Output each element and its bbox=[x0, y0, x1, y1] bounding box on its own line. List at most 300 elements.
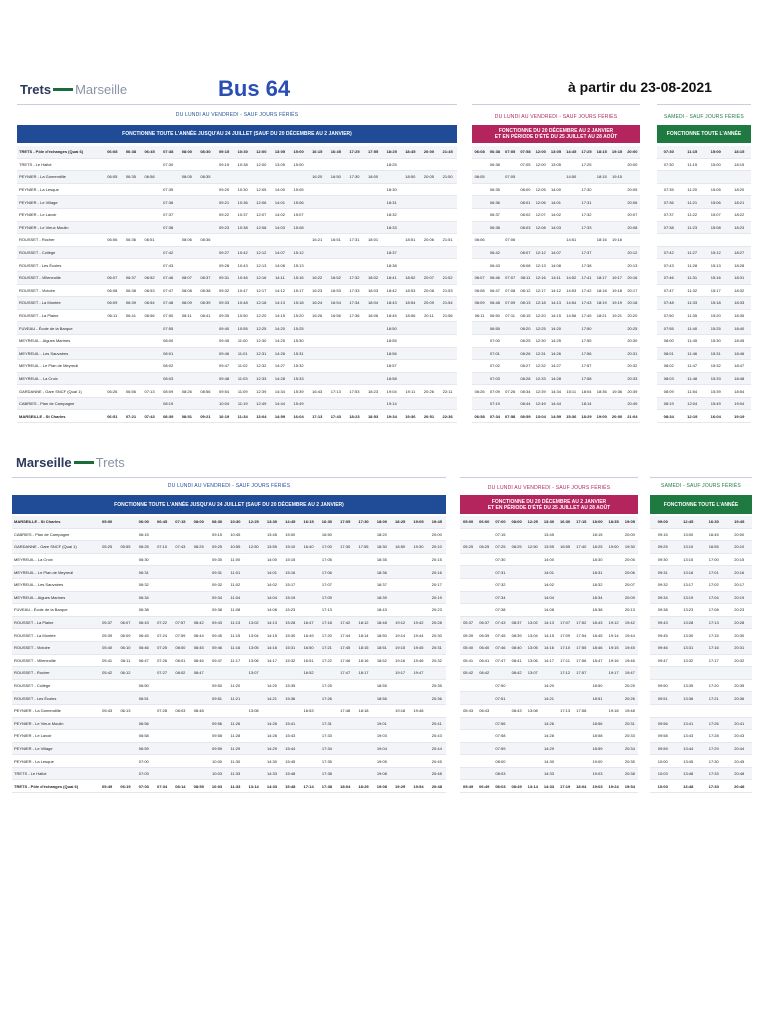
departure-time: 12:30 bbox=[252, 334, 271, 347]
departure-time: 10:47 bbox=[233, 284, 252, 297]
departure-time: 18:56 bbox=[589, 717, 605, 730]
departure-time bbox=[178, 158, 197, 171]
departure-time: 09:23 bbox=[215, 221, 234, 234]
departure-time bbox=[327, 259, 346, 272]
departure-time bbox=[476, 578, 492, 591]
departure-time: 18:40 bbox=[728, 322, 752, 335]
departure-time: 16:30 bbox=[557, 516, 573, 528]
departure-time bbox=[196, 360, 215, 373]
departure-time: 17:30 bbox=[579, 183, 594, 196]
departure-time: 06:08 bbox=[103, 284, 122, 297]
departure-time: 20:00 bbox=[727, 528, 753, 541]
departure-time: 17:17 bbox=[701, 654, 727, 667]
departure-time bbox=[103, 334, 122, 347]
timetable-row bbox=[17, 196, 457, 209]
departure-time bbox=[594, 334, 609, 347]
service-bar-text: ET EN PÉRIODE D'ÉTÉ DU 25 JUILLET AU 28 AOÛT bbox=[494, 134, 618, 140]
departure-time: 14:08 bbox=[541, 604, 557, 617]
timetable-row bbox=[17, 246, 457, 259]
departure-time bbox=[354, 566, 372, 579]
departure-time: 20:41 bbox=[727, 717, 753, 730]
timetable-row bbox=[12, 616, 446, 629]
departure-time: 14:29 bbox=[541, 742, 557, 755]
departure-time bbox=[196, 208, 215, 221]
departure-time bbox=[103, 360, 122, 373]
departure-time: 14:54 bbox=[564, 297, 579, 310]
departure-time bbox=[336, 755, 354, 768]
departure-time bbox=[103, 397, 122, 410]
departure-time bbox=[196, 158, 215, 171]
departure-time bbox=[579, 171, 594, 184]
departure-time bbox=[401, 246, 420, 259]
timetable-row bbox=[472, 196, 640, 209]
departure-time: 15:08 bbox=[704, 221, 728, 234]
departure-time: 14:28 bbox=[541, 730, 557, 743]
departure-time bbox=[460, 578, 476, 591]
departure-time bbox=[196, 259, 215, 272]
departure-time: 17:09 bbox=[557, 629, 573, 642]
departure-time: 08:15 bbox=[518, 309, 533, 322]
departure-time: 19:15 bbox=[391, 641, 409, 654]
departure-time bbox=[354, 767, 372, 780]
departure-time bbox=[171, 717, 189, 730]
departure-time bbox=[438, 397, 457, 410]
departure-time: 10:46 bbox=[233, 271, 252, 284]
departure-time: 09:21 bbox=[215, 196, 234, 209]
stop-name: PEYNIER - Le Lavoir bbox=[17, 208, 103, 221]
departure-time bbox=[327, 360, 346, 373]
departure-time: 06:42 bbox=[476, 667, 492, 680]
timetable-row bbox=[17, 372, 457, 385]
departure-time: 14:28 bbox=[263, 730, 281, 743]
departure-time bbox=[271, 234, 290, 247]
departure-time: 14:44 bbox=[548, 397, 563, 410]
departure-time: 08:34 bbox=[518, 385, 533, 398]
departure-time: 08:00 bbox=[657, 334, 681, 347]
departure-time: 11:48 bbox=[681, 372, 705, 385]
departure-time: 07:26 bbox=[153, 654, 171, 667]
departure-time bbox=[573, 730, 589, 743]
departure-time: 08:08 bbox=[518, 259, 533, 272]
departure-time: 20:49 bbox=[625, 397, 640, 410]
departure-time: 11:23 bbox=[681, 221, 705, 234]
departure-time: 14:00 bbox=[271, 183, 290, 196]
departure-time: 09:58 bbox=[208, 730, 226, 743]
departure-time: 14:51 bbox=[564, 234, 579, 247]
departure-time: 18:29 bbox=[354, 780, 372, 793]
departure-time: 14:25 bbox=[271, 334, 290, 347]
departure-time: 05:41 bbox=[98, 654, 116, 667]
departure-time bbox=[178, 246, 197, 259]
departure-time: 15:07 bbox=[704, 208, 728, 221]
departure-time: 15:25 bbox=[704, 322, 728, 335]
departure-time: 19:00 bbox=[606, 541, 622, 554]
departure-time: 14:02 bbox=[548, 208, 563, 221]
departure-time: 09:38 bbox=[208, 604, 226, 617]
departure-time: 06:07 bbox=[472, 271, 487, 284]
departure-time: 07:15 bbox=[171, 516, 189, 528]
departure-time bbox=[364, 372, 383, 385]
timetable-row bbox=[12, 578, 446, 591]
departure-time bbox=[252, 171, 271, 184]
departure-time bbox=[178, 221, 197, 234]
departure-time: 18:30 bbox=[373, 541, 391, 554]
departure-time: 06:08 bbox=[103, 146, 122, 158]
departure-time: 07:46 bbox=[159, 271, 178, 284]
departure-time: 17:30 bbox=[701, 755, 727, 768]
departure-time bbox=[625, 234, 640, 247]
departure-time: 12:07 bbox=[533, 208, 548, 221]
timetable-row bbox=[650, 654, 752, 667]
departure-time bbox=[573, 553, 589, 566]
departure-time bbox=[609, 397, 624, 410]
departure-time: 05:00 bbox=[98, 516, 116, 528]
departure-time: 14:08 bbox=[548, 259, 563, 272]
departure-time bbox=[573, 767, 589, 780]
departure-time: 11:22 bbox=[681, 208, 705, 221]
departure-time bbox=[98, 742, 116, 755]
departure-time: 06:43 bbox=[476, 704, 492, 717]
departure-time: 08:03 bbox=[171, 704, 189, 717]
departure-time: 12:08 bbox=[252, 221, 271, 234]
departure-time: 17:16 bbox=[701, 641, 727, 654]
stop-name: CABRIES - Plan de Campagne bbox=[12, 528, 98, 541]
timetable-row bbox=[12, 755, 446, 768]
departure-time: 15:48 bbox=[281, 780, 299, 793]
departure-time: 08:01 bbox=[171, 654, 189, 667]
departure-time: 17:18 bbox=[318, 616, 336, 629]
departure-time bbox=[503, 259, 518, 272]
departure-time: 15:16 bbox=[281, 566, 299, 579]
departure-time: 17:26 bbox=[701, 717, 727, 730]
departure-time: 09:34 bbox=[650, 591, 676, 604]
departure-time bbox=[196, 397, 215, 410]
departure-time: 08:41 bbox=[509, 654, 525, 667]
departure-time bbox=[364, 158, 383, 171]
departure-time: 09:15 bbox=[215, 146, 234, 158]
departure-time bbox=[122, 221, 141, 234]
departure-time bbox=[299, 553, 317, 566]
departure-time: 12:45 bbox=[676, 516, 702, 528]
departure-time: 10:45 bbox=[226, 528, 244, 541]
departure-time: 19:03 bbox=[589, 767, 605, 780]
departure-time: 15:05 bbox=[704, 183, 728, 196]
departure-time: 16:54 bbox=[327, 297, 346, 310]
timetable-row bbox=[12, 692, 446, 705]
departure-time bbox=[704, 171, 728, 184]
departure-time bbox=[364, 208, 383, 221]
departure-time bbox=[245, 528, 263, 541]
departure-time: 08:47 bbox=[190, 667, 208, 680]
timetable-row bbox=[472, 171, 640, 184]
departure-time: 06:38 bbox=[122, 146, 141, 158]
departure-time: 13:05 bbox=[525, 641, 541, 654]
departure-time: 19:15 bbox=[609, 171, 624, 184]
timetable-row bbox=[657, 234, 751, 247]
service-bar-text: ET EN PÉRIODE D'ÉTÉ DU 25 JUILLET AU 28 AOÛT bbox=[487, 504, 611, 511]
departure-time: 19:30 bbox=[622, 541, 638, 554]
departure-time: 16:53 bbox=[299, 704, 317, 717]
departure-time: 15:17 bbox=[281, 578, 299, 591]
departure-time: 18:22 bbox=[728, 208, 752, 221]
departure-time: 06:06 bbox=[103, 234, 122, 247]
departure-time: 11:03 bbox=[233, 372, 252, 385]
departure-time: 08:30 bbox=[208, 516, 226, 528]
departure-time: 17:15 bbox=[701, 629, 727, 642]
departure-time bbox=[336, 767, 354, 780]
departure-time: 17:07 bbox=[557, 616, 573, 629]
departure-time: 16:04 bbox=[289, 410, 308, 423]
departure-time: 06:25 bbox=[135, 541, 153, 554]
departure-time: 07:15 bbox=[492, 528, 508, 541]
departure-time: 09:30 bbox=[650, 553, 676, 566]
departure-time: 13:41 bbox=[676, 717, 702, 730]
departure-time: 13:36 bbox=[676, 692, 702, 705]
departure-time: 07:46 bbox=[657, 271, 681, 284]
departure-time: 15:33 bbox=[704, 372, 728, 385]
departure-time: 16:51 bbox=[299, 654, 317, 667]
departure-time: 17:32 bbox=[345, 271, 364, 284]
departure-time: 17:20 bbox=[318, 629, 336, 642]
timetable-row bbox=[460, 541, 638, 554]
departure-time bbox=[190, 692, 208, 705]
departure-time: 16:55 bbox=[557, 541, 573, 554]
departure-time: 11:35 bbox=[681, 309, 705, 322]
departure-time: 11:20 bbox=[226, 679, 244, 692]
departure-time: 09:22 bbox=[215, 208, 234, 221]
timetable-row bbox=[650, 679, 752, 692]
departure-time: 11:04 bbox=[226, 591, 244, 604]
departure-time bbox=[345, 347, 364, 360]
departure-time bbox=[573, 692, 589, 705]
departure-time: 08:25 bbox=[190, 541, 208, 554]
departure-time bbox=[438, 196, 457, 209]
departure-time: 09:47 bbox=[215, 360, 234, 373]
departure-time: 06:19 bbox=[116, 780, 134, 793]
departure-time bbox=[299, 578, 317, 591]
departure-time: 19:42 bbox=[409, 616, 427, 629]
departure-time: 17:04 bbox=[701, 591, 727, 604]
departure-time: 07:30 bbox=[657, 146, 681, 158]
departure-time: 06:06 bbox=[472, 234, 487, 247]
departure-time: 06:51 bbox=[135, 692, 153, 705]
departure-time: 09:47 bbox=[650, 654, 676, 667]
departure-time: 14:03 bbox=[548, 221, 563, 234]
departure-time bbox=[438, 372, 457, 385]
departure-time: 09:50 bbox=[650, 679, 676, 692]
departure-time: 15:12 bbox=[289, 246, 308, 259]
timetable-row bbox=[460, 742, 638, 755]
departure-time: 17:42 bbox=[336, 616, 354, 629]
valid-from-date: à partir du 23-08-2021 bbox=[568, 79, 712, 95]
timetable-row bbox=[12, 679, 446, 692]
departure-time bbox=[428, 667, 446, 680]
departure-time: 18:35 bbox=[728, 309, 752, 322]
departure-time: 15:45 bbox=[281, 755, 299, 768]
departure-time: 06:37 bbox=[122, 271, 141, 284]
departure-time: 17:13 bbox=[308, 410, 327, 423]
departure-time: 13:14 bbox=[245, 780, 263, 793]
departure-time: 06:34 bbox=[135, 591, 153, 604]
departure-time: 18:58 bbox=[589, 730, 605, 743]
departure-time: 17:28 bbox=[701, 730, 727, 743]
departure-time: 20:44 bbox=[727, 742, 753, 755]
departure-time: 20:16 bbox=[727, 566, 753, 579]
departure-time: 14:20 bbox=[548, 322, 563, 335]
departure-time: 12:19 bbox=[681, 410, 705, 423]
departure-time: 16:52 bbox=[299, 667, 317, 680]
departure-time bbox=[190, 591, 208, 604]
departure-time: 06:26 bbox=[472, 385, 487, 398]
departure-time: 08:39 bbox=[196, 297, 215, 310]
departure-time: 17:05 bbox=[336, 516, 354, 528]
departure-time: 20:10 bbox=[727, 541, 753, 554]
departure-time: 17:45 bbox=[336, 641, 354, 654]
departure-time: 14:13 bbox=[548, 297, 563, 310]
departure-time bbox=[364, 360, 383, 373]
departure-time: 08:48 bbox=[190, 704, 208, 717]
departure-time: 17:34 bbox=[345, 297, 364, 310]
departure-time: 05:49 bbox=[98, 780, 116, 793]
departure-time bbox=[98, 591, 116, 604]
departure-time: 17:33 bbox=[345, 284, 364, 297]
departure-time: 08:02 bbox=[171, 667, 189, 680]
departure-time bbox=[122, 360, 141, 373]
departure-time bbox=[564, 347, 579, 360]
departure-time: 05:39 bbox=[460, 629, 476, 642]
departure-time: 17:33 bbox=[701, 767, 727, 780]
departure-time bbox=[215, 171, 234, 184]
departure-time bbox=[509, 553, 525, 566]
departure-time: 19:54 bbox=[409, 780, 427, 793]
departure-time: 14:28 bbox=[548, 372, 563, 385]
departure-time: 06:46 bbox=[487, 271, 502, 284]
departure-time: 18:59 bbox=[589, 742, 605, 755]
departure-time: 07:38 bbox=[657, 221, 681, 234]
departure-time bbox=[327, 246, 346, 259]
departure-time bbox=[476, 591, 492, 604]
departure-time bbox=[178, 360, 197, 373]
departure-time bbox=[525, 730, 541, 743]
departure-time bbox=[308, 221, 327, 234]
departure-time: 18:15 bbox=[354, 641, 372, 654]
timetable-row bbox=[657, 271, 751, 284]
departure-time: 07:55 bbox=[657, 322, 681, 335]
departure-time bbox=[336, 730, 354, 743]
departure-time: 18:30 bbox=[589, 553, 605, 566]
departure-time: 14:02 bbox=[271, 208, 290, 221]
departure-time bbox=[354, 717, 372, 730]
departure-time bbox=[438, 259, 457, 272]
departure-time bbox=[460, 742, 476, 755]
timetable-row bbox=[472, 221, 640, 234]
departure-time: 08:03 bbox=[492, 767, 508, 780]
departure-time: 18:30 bbox=[382, 183, 401, 196]
departure-time: 07:24 bbox=[153, 629, 171, 642]
departure-time: 14:52 bbox=[564, 271, 579, 284]
departure-time: 10:00 bbox=[208, 755, 226, 768]
departure-time: 20:31 bbox=[727, 641, 753, 654]
departure-time: 12:30 bbox=[533, 334, 548, 347]
departure-time: 14:15 bbox=[271, 309, 290, 322]
timetable-marseille-trets-holiday bbox=[460, 516, 638, 793]
departure-time: 16:26 bbox=[308, 309, 327, 322]
departure-time: 06:05 bbox=[103, 171, 122, 184]
departure-time: 13:10 bbox=[676, 541, 702, 554]
timetable-row bbox=[472, 322, 640, 335]
departure-time: 07:34 bbox=[492, 591, 508, 604]
departure-time: 06:59 bbox=[135, 742, 153, 755]
stop-name: PEYNIER - La Gomendille bbox=[12, 704, 98, 717]
stop-name: MARSEILLE - St Charles bbox=[17, 410, 103, 423]
departure-time: 08:38 bbox=[196, 284, 215, 297]
departure-time bbox=[401, 397, 420, 410]
departure-time: 11:47 bbox=[681, 360, 705, 373]
departure-time: 20:51 bbox=[420, 410, 439, 423]
departure-time: 20:19 bbox=[727, 591, 753, 604]
stop-name: FUVEAU - École de la Barque bbox=[17, 322, 103, 335]
departure-time: 08:26 bbox=[178, 385, 197, 398]
departure-time: 18:31 bbox=[382, 196, 401, 209]
departure-time: 14:04 bbox=[263, 591, 281, 604]
departure-time: 19:14 bbox=[606, 629, 622, 642]
timetable-row bbox=[460, 654, 638, 667]
departure-time: 18:52 bbox=[401, 271, 420, 284]
departure-time bbox=[564, 221, 579, 234]
departure-time: 08:03 bbox=[518, 221, 533, 234]
departure-time bbox=[299, 566, 317, 579]
departure-time: 14:21 bbox=[541, 692, 557, 705]
timetable-row bbox=[17, 347, 457, 360]
departure-time bbox=[308, 347, 327, 360]
departure-time: 14:11 bbox=[548, 271, 563, 284]
departure-time: 19:29 bbox=[391, 780, 409, 793]
departure-time bbox=[391, 604, 409, 617]
departure-time: 08:40 bbox=[509, 641, 525, 654]
departure-time: 14:07 bbox=[548, 246, 563, 259]
departure-time: 05:00 bbox=[460, 516, 476, 528]
departure-time bbox=[98, 755, 116, 768]
departure-time: 20:33 bbox=[622, 730, 638, 743]
departure-time bbox=[472, 322, 487, 335]
departure-time: 07:50 bbox=[159, 309, 178, 322]
departure-time: 19:16 bbox=[606, 654, 622, 667]
departure-time: 19:05 bbox=[622, 516, 638, 528]
timetable-row bbox=[17, 146, 457, 158]
timetable-row bbox=[460, 566, 638, 579]
stop-name: PEYNIER - La Lesque bbox=[12, 755, 98, 768]
departure-time: 15:44 bbox=[281, 742, 299, 755]
departure-time bbox=[336, 717, 354, 730]
departure-time bbox=[438, 334, 457, 347]
departure-time bbox=[190, 604, 208, 617]
departure-time bbox=[503, 196, 518, 209]
departure-time bbox=[171, 566, 189, 579]
timetable-row bbox=[12, 604, 446, 617]
departure-time bbox=[503, 322, 518, 335]
departure-time: 15:23 bbox=[281, 604, 299, 617]
departure-time bbox=[525, 742, 541, 755]
timetable-row bbox=[460, 616, 638, 629]
timetable-row bbox=[472, 385, 640, 398]
departure-time: 12:13 bbox=[533, 259, 548, 272]
timetable-row bbox=[650, 616, 752, 629]
departure-time bbox=[233, 171, 252, 184]
stop-name: ROUSSET - La Montée bbox=[17, 297, 103, 310]
departure-time bbox=[606, 604, 622, 617]
departure-time: 18:54 bbox=[401, 297, 420, 310]
timetable-row bbox=[650, 541, 752, 554]
